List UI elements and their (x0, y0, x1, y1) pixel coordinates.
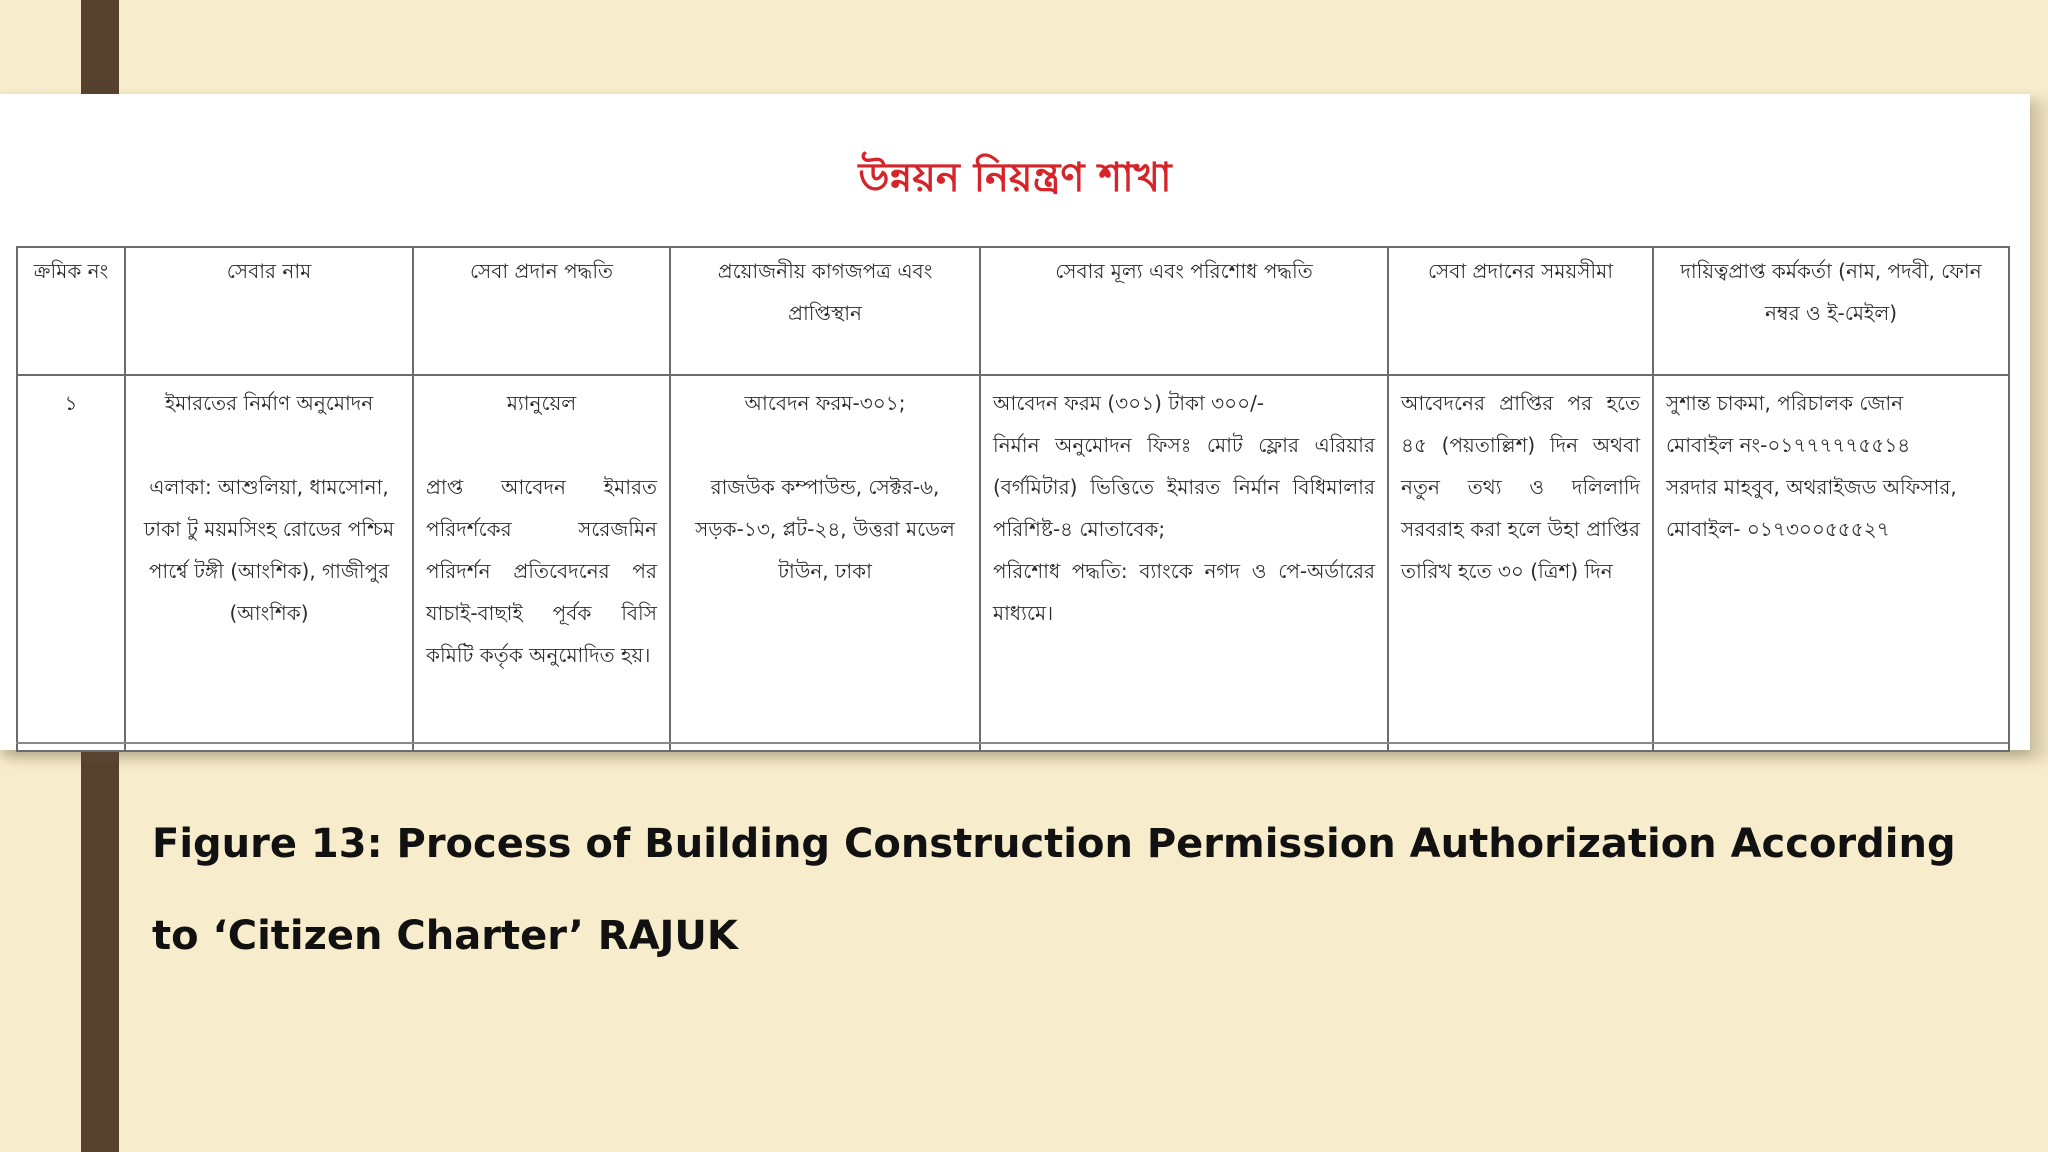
officer-2-phone: মোবাইল- ০১৭৩০০৫৫৫২৭ (1666, 517, 1890, 541)
cell-service-method (413, 375, 670, 751)
header-required-documents: প্রয়োজনীয় কাগজপত্র এবং প্রাপ্তিস্থান (670, 247, 980, 375)
header-timeframe: সেবা প্রদানের সময়সীমা (1388, 247, 1653, 375)
table-header-row (17, 247, 2009, 375)
fee-line-form: আবেদন ফরম (৩০১) টাকা ৩০০/- (993, 391, 1265, 415)
documents-form: আবেদন ফরম-৩০১; (744, 391, 906, 415)
officer-1-phone: মোবাইল নং-০১৭৭৭৭৭৫৫১৪ (1666, 433, 1911, 457)
fee-line-payment: পরিশোধ পদ্ধতি: ব্যাংকে নগদ ও পে-অর্ডারের মাধ্যমে। (993, 559, 1375, 625)
figure-caption: Figure 13: Process of Building Construction Permission Authorization According to ‘Citizen Charter’ RAJUK (152, 821, 1956, 959)
citizen-charter-document (0, 94, 2030, 750)
cell-responsible-officer (1653, 375, 2009, 751)
citizen-charter-table (16, 246, 2010, 752)
document-bottom-rule (16, 742, 2008, 744)
method-detail: প্রাপ্ত আবেদন ইমারত পরিদর্শকের সরেজমিন পরিদর্শন প্রতিবেদনের পর যাচাই-বাছাই পূর্বক বিসি কমিটি কর্তৃক অনুমোদিত হয়। (426, 475, 657, 667)
service-area: এলাকা: আশুলিয়া, ধামসোনা, ঢাকা টু ময়মসিংহ রোডের পশ্চিম পার্শ্বে টঙ্গী (আংশিক), গাজীপুর (আংশিক) (143, 475, 395, 625)
table-row (17, 375, 2009, 751)
documents-place: রাজউক কম্পাউন্ড, সেক্টর-৬, সড়ক-১৩, প্লট-২৪, উত্তরা মডেল টাউন, ঢাকা (695, 475, 955, 583)
header-service-name: সেবার নাম (125, 247, 413, 375)
cell-serial (17, 375, 125, 751)
fee-line-approval: নির্মান অনুমোদন ফিসঃ মোট ফ্লোর এরিয়ার (বর্গমিটার) ভিত্তিতে ইমারত নির্মান বিধিমালার পরিশিষ্ট-৪ মোতাবেক; (993, 433, 1375, 541)
document-heading: উন্নয়ন নিয়ন্ত্রণ শাখা (858, 155, 1172, 201)
cell-service-name (125, 375, 413, 751)
officer-2-name: সরদার মাহবুব, অথরাইজড অফিসার, (1666, 475, 1957, 499)
service-name: ইমারতের নির্মাণ অনুমোদন (164, 391, 374, 415)
cell-timeframe (1388, 375, 1653, 751)
header-serial: ক্রমিক নং (17, 247, 125, 375)
serial-number: ১ (64, 391, 78, 415)
header-fee-and-payment: সেবার মূল্য এবং পরিশোধ পদ্ধতি (980, 247, 1388, 375)
officer-1-name: সুশান্ত চাকমা, পরিচালক জোন (1666, 391, 1904, 415)
method-type: ম্যানুয়েল (506, 391, 577, 415)
cell-fee-and-payment (980, 375, 1388, 751)
timeframe-text: আবেদনের প্রাপ্তির পর হতে ৪৫ (পয়তাল্লিশ) দিন অথবা নতুন তথ্য ও দলিলাদি সরবরাহ করা হলে উহা প্রাপ্তির তারিখ হতে ৩০ (ত্রিশ) দিন (1401, 391, 1640, 583)
header-responsible-officer: দায়িত্বপ্রাপ্ত কর্মকর্তা (নাম, পদবী, ফোন নম্বর ও ই-মেইল) (1653, 247, 2009, 375)
header-service-method: সেবা প্রদান পদ্ধতি (413, 247, 670, 375)
cell-required-documents (670, 375, 980, 751)
